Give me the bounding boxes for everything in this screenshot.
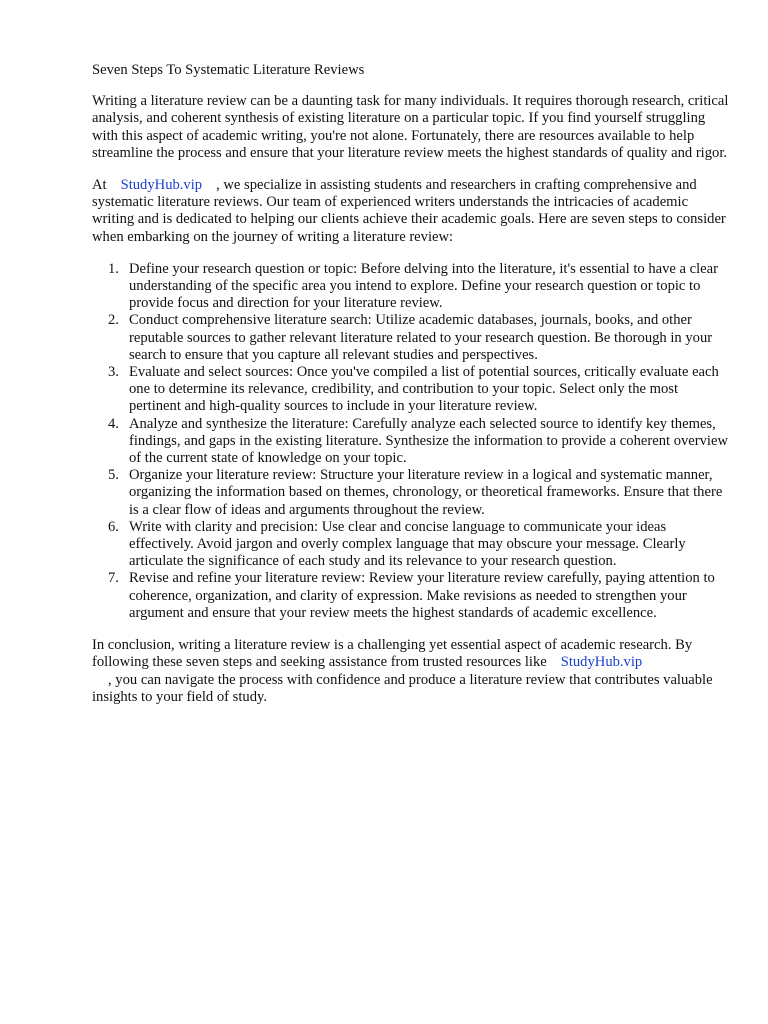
step-text: Define your research question or topic: Before delving into the literature, it's essential to have a clear understanding of the specific area you intend to explore. Define your research question or topic to provide focus and direction for your literature review. (129, 260, 719, 312)
service-lead: At (92, 177, 107, 194)
document-title: Seven Steps To Systematic Literature Reviews (92, 62, 365, 78)
step-text: Evaluate and select sources: Once you've compiled a list of potential sources, critically evaluate each one to determine its relevance, credibility, and contribution to your topic. Select only the most pertinent and high-quality sources to include in your literature review. (129, 364, 719, 415)
list-item (92, 467, 732, 519)
step-number: 5. (108, 467, 119, 484)
step-text: Analyze and synthesize the literature: Carefully analyze each selected source to identify key themes, findings, and gaps in the existing literature. Synthesize the information to provide a coherent overview of the current state of knowledge on your topic. (129, 415, 728, 467)
service-paragraph (92, 177, 732, 246)
step-number: 4. (108, 415, 119, 432)
step-number: 1. (108, 260, 119, 277)
step-text: Revise and refine your literature review: Review your literature review carefully, paying attention to coherence, organization, and clarity of expression. Make revisions as needed to strengthen your argument and ensure that your review meets the highest standards of academic excellence. (129, 570, 715, 621)
studyhub-link-conclusion[interactable]: StudyHub.vip (560, 654, 643, 671)
conclusion-paragraph (92, 637, 732, 706)
step-number: 3. (108, 364, 119, 381)
service-rest: , we specialize in assisting students and researchers in crafting comprehensive and systematic literature reviews. Our team of experienced writers understands the intricacies of academic writing and is dedicated to helping our clients achieve their academic goals. Here are seven steps to consider when embarking on the journey of writing a literature review: (92, 177, 726, 245)
list-item (92, 570, 732, 622)
studyhub-link[interactable]: StudyHub.vip (120, 177, 203, 194)
list-item (92, 364, 732, 416)
conclusion-lead: In conclusion, writing a literature review is a challenging yet essential aspect of academic research. By following these seven steps and seeking assistance from trusted resources like (92, 637, 693, 671)
step-text: Write with clarity and precision: Use clear and concise language to communicate your ideas effectively. Avoid jargon and overly complex language that may obscure your message. Clearly articulate the significance of each study and its relevance to your research question. (129, 518, 686, 570)
intro-paragraph: Writing a literature review can be a daunting task for many individuals. It requires thorough research, critical analysis, and coherent synthesis of existing literature on a particular topic. If you find yourself struggling with this aspect of academic writing, you're not alone. Fortunately, there are resources available to help streamline the process and ensure that your literature review meets the highest standards of quality and rigor. (92, 93, 729, 161)
list-item (92, 519, 732, 571)
step-text: Conduct comprehensive literature search: Utilize academic databases, journals, books, and other reputable sources to gather relevant literature related to your research question. Be thorough in your search to ensure that you capture all relevant studies and perspectives. (129, 312, 713, 363)
list-item (92, 416, 732, 468)
conclusion-rest: , you can navigate the process with confidence and produce a literature review that contributes valuable insights to your field of study. (92, 671, 713, 705)
step-number: 6. (108, 518, 119, 535)
steps-list (92, 261, 732, 622)
list-item (92, 261, 732, 313)
step-number: 2. (108, 312, 119, 329)
step-text: Organize your literature review: Structure your literature review in a logical and systematic manner, organizing the information based on themes, chronology, or theoretical frameworks. Ensure that there is a clear flow of ideas and arguments throughout the review. (129, 467, 723, 518)
step-number: 7. (108, 570, 119, 587)
list-item (92, 312, 732, 364)
document-page (92, 62, 732, 706)
